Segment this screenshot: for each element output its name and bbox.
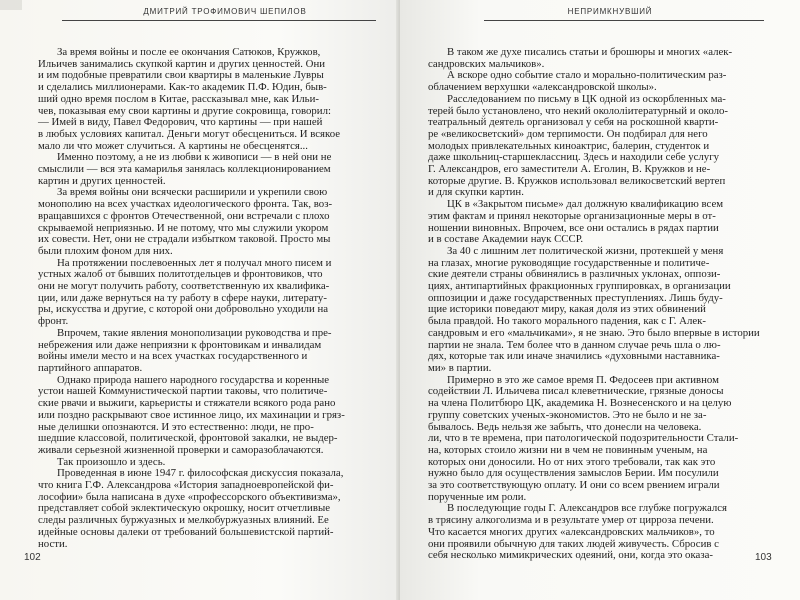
text-line: представляет собой эклектическую окрошку, носит отчетливые xyxy=(38,502,330,515)
text-line: и сделались миллионерами. Как-то академик П.Ф. Юдин, быв- xyxy=(38,81,327,94)
text-line: А вскоре одно событие стало и морально-политическим раз- xyxy=(447,69,727,82)
text-line: скрываемой неприязнью. И не потому, что мы служили укором xyxy=(38,221,329,234)
text-line: молодых привлекательных киноактрис, балерин, студенток и xyxy=(428,139,710,152)
text-line: За 40 с лишним лет политической жизни, протекшей у меня xyxy=(447,244,724,257)
text-line: В таком же духе писались статьи и брошюры и многих «алек- xyxy=(447,46,733,58)
paragraph xyxy=(38,47,378,152)
text-line: небрежения или даже неприязни к фронтовикам и инвалидам xyxy=(38,338,322,351)
text-line: в любых условиях капитал. Деньги могут обесцениться. И всякое xyxy=(38,127,341,140)
text-line: театральный деятель организовал у себя на роскошной кварти- xyxy=(428,116,719,129)
text-line: монополию на всех участках идеологического фронта. Так, воз- xyxy=(38,198,333,211)
text-line: партии не знала. Тем более что в данном случае речь шла о лю- xyxy=(428,338,721,351)
text-line: идейные основы далеки от требований большевистской партий- xyxy=(38,525,334,538)
text-line: устных жалоб от бывших политотдельцев и фронтовиков, что xyxy=(38,268,323,281)
text-line: лософии» была написана в духе «профессорского объективизма», xyxy=(38,490,341,503)
text-line: В последующие годы Г. Александров все глубже погружался xyxy=(447,502,727,515)
text-line: оппозиции и даже государственных преступлениях. Лишь буду- xyxy=(428,291,723,304)
text-line: фронт. xyxy=(38,315,69,328)
text-line: партийного аппаратов. xyxy=(38,361,143,374)
text-line: этим фактам и принял некоторые организационные меры в от- xyxy=(428,209,716,222)
text-line: Однако природа нашего народного государства и коренные xyxy=(57,373,330,386)
text-line: сандровым и его «мальчиками», я не знаю. Это было впервые в истории xyxy=(428,326,760,339)
text-line: ские деятели страны обвинялись в различных уклонах, оппози- xyxy=(428,268,721,281)
text-line: они не могут получить работу, соответственную их квалифика- xyxy=(38,280,330,293)
text-line: Проведенная в июне 1947 г. философская дискуссия показала, xyxy=(57,467,344,480)
left-page-number: 102 xyxy=(24,552,41,563)
left-page-header: ДМИТРИЙ ТРОФИМОВИЧ ШЕПИЛОВ xyxy=(143,7,307,16)
text-line: ные делишки опознаются. И это естественно: люди, не про- xyxy=(38,420,314,433)
text-line: На протяжении послевоенных лет я получал много писем и xyxy=(57,256,332,269)
text-line: За время войны и после ее окончания Сатюков, Кружков, xyxy=(57,46,321,58)
paragraph xyxy=(38,187,378,257)
text-line: следы различных буржуазных и мелкобуржуазных влияний. Ее xyxy=(38,514,329,527)
text-line: ношении виновных. Впрочем, все они остались в рядах партии xyxy=(428,221,719,234)
paragraph xyxy=(428,503,772,562)
paragraph xyxy=(428,47,772,70)
text-line: сандровских мальчиков». xyxy=(428,57,545,70)
text-line: дях, которые так или иначе значились «духовными наставника- xyxy=(428,350,720,363)
text-line: терей было установлено, что некий окололіитературный и около- xyxy=(428,104,728,117)
text-line: ности. xyxy=(38,537,68,550)
text-line: и в составе Академии наук СССР. xyxy=(428,233,584,246)
text-line: которые другие. В. Кружков использовал великосветский вертеп xyxy=(428,174,726,187)
right-page-text xyxy=(428,47,772,562)
text-line: Ильичев занимались скупкой картин и других ценностей. Они xyxy=(38,57,326,70)
text-line: устои нашей Коммунистической партии таковы, что политиче- xyxy=(38,385,328,398)
text-line: что книга Г.Ф. Александрова «История западноевропейской фи- xyxy=(38,479,334,492)
text-line: их совести. Нет, они не страдали избытком таковой. Просто мы xyxy=(38,233,331,246)
text-line: мало ли что может случиться. А картины не обесценятся... xyxy=(38,139,308,152)
text-line: даже школьниц-старшеклассниц. Здесь и находили себе услугу xyxy=(428,151,720,164)
text-line: и им подобные превратили свои квартиры в маленькие Лувры xyxy=(38,69,324,82)
paragraph xyxy=(38,468,378,550)
text-line: картин и других ценностей. xyxy=(38,174,166,187)
header-rule xyxy=(62,20,376,21)
text-line: живали серьезной жизненной проверки и саморазоблачаются. xyxy=(38,443,324,456)
right-page-number: 103 xyxy=(755,552,772,563)
text-line: Так произошло и здесь. xyxy=(57,455,166,468)
text-line: порученные им роли. xyxy=(428,490,527,503)
text-line: Примерно в это же самое время П. Федосеев при активном xyxy=(447,373,719,386)
paragraph xyxy=(38,152,378,187)
paragraph xyxy=(38,328,378,375)
header-rule xyxy=(484,20,764,21)
paragraph xyxy=(428,246,772,375)
text-line: была правдой. Но такого морального падения, как с Г. Алек- xyxy=(428,315,706,328)
text-line: были плохим фоном для них. xyxy=(38,244,173,257)
text-line: которых они доносили. Но от них этого требовали, так как это xyxy=(428,455,716,468)
text-line: ми» в партии. xyxy=(428,361,492,374)
text-line: вращавшихся с фронтов Отечественной, они встречали с плохо xyxy=(38,209,330,222)
text-line: Что касается многих других «александровских мальчиков», то xyxy=(428,525,715,538)
text-line: Именно поэтому, а не из любви к живописи — в ней они не xyxy=(57,151,332,164)
text-line: группу советских ученых-экономистов. Это не было и не за- xyxy=(428,408,707,421)
paragraph xyxy=(428,70,772,93)
text-line: войны имели место и на всех участках государственного и xyxy=(38,350,308,363)
paragraph xyxy=(428,199,772,246)
text-line: ры, искусства и другие, с которой они добровольно уходили на xyxy=(38,303,329,316)
text-line: шедшие классовой, политической, фронтовой закалки, не выдер- xyxy=(38,432,338,445)
left-page-text xyxy=(38,47,378,550)
text-line: смыслили — вся эта камарилья занялась коллекционированием xyxy=(38,163,331,176)
text-line: облачением верхушки «александровской школы». xyxy=(428,81,657,94)
text-line: ские рвачи и выжиги, карьеристы и стяжатели всякого рода рано xyxy=(38,397,336,410)
text-line: на, которых стоило жизни ни в чем не повинным ученым, на xyxy=(428,443,708,456)
text-line: себя несколько мимикрических одеяний, они, когда это оказа- xyxy=(428,549,713,562)
paragraph xyxy=(38,258,378,328)
text-line: ции, или даже вернуться на ту работу в сфере науки, литерату- xyxy=(38,291,327,304)
text-line: бывалось. Ведь нельзя же забыть, что донесли на человека. xyxy=(428,420,702,433)
text-line: ЦК в «Закрытом письме» дал должную квалификацию всем xyxy=(447,198,724,211)
text-line: Г. Александров, его заместители А. Еголин, В. Кружков и не- xyxy=(428,163,711,176)
text-line: за это соответствующую оплату. И они со всем рвением играли xyxy=(428,479,720,492)
paragraph xyxy=(38,375,378,457)
text-line: ли, что в те времена, при патологической подозрительности Стали- xyxy=(428,432,739,445)
paragraph xyxy=(428,94,772,199)
right-page-header: НЕПРИМКНУВШИЙ xyxy=(567,7,653,16)
text-line: или поздно раскрывают свое истинное лицо, их махинации и гряз- xyxy=(38,408,345,421)
text-line: содействии Л. Ильичева писал клеветнические, грязные доносы xyxy=(428,385,724,398)
text-line: щие историки поведают миру, какая доля из этих обвинений xyxy=(428,303,706,316)
text-line: в трясину алкоголизма и в результате умер от цирроза печени. xyxy=(428,514,714,527)
text-line: За время войны они всячески расширили и укрепили свою xyxy=(57,186,328,199)
text-line: на члена Политбюро ЦК, академика Н. Вознесенского и на целую xyxy=(428,397,732,410)
right-page xyxy=(400,0,800,600)
scan-smudge xyxy=(0,0,22,10)
text-line: ре «великосветский» дом терпимости. Он подбирал для него xyxy=(428,127,708,140)
text-line: и для скупки картин. xyxy=(428,186,524,199)
text-line: Расследованием по письму в ЦК одной из оскорбленных ма- xyxy=(447,92,726,105)
text-line: они проявили обычную для таких людей живучесть. Сбросив с xyxy=(428,537,719,550)
text-line: нужно было для осуществления замыслов Берии. Им посулили xyxy=(428,467,719,480)
text-line: на глазах, многие руководящие государственные и политиче- xyxy=(428,256,710,269)
text-line: Впрочем, такие явления монополизации руководства и пре- xyxy=(57,326,332,339)
paragraph xyxy=(428,375,772,504)
text-line: ший одно время послом в Китае, рассказывал мне, как Ильи- xyxy=(38,92,319,105)
text-line: чев, показывая ему свои картины и другие сокровища, говорил: xyxy=(38,104,331,117)
text-line: — Имей в виду, Павел Федорович, что картины — при нашей xyxy=(38,116,323,129)
text-line: циях, антипартийных фракционных группировках, в организации xyxy=(428,280,731,293)
